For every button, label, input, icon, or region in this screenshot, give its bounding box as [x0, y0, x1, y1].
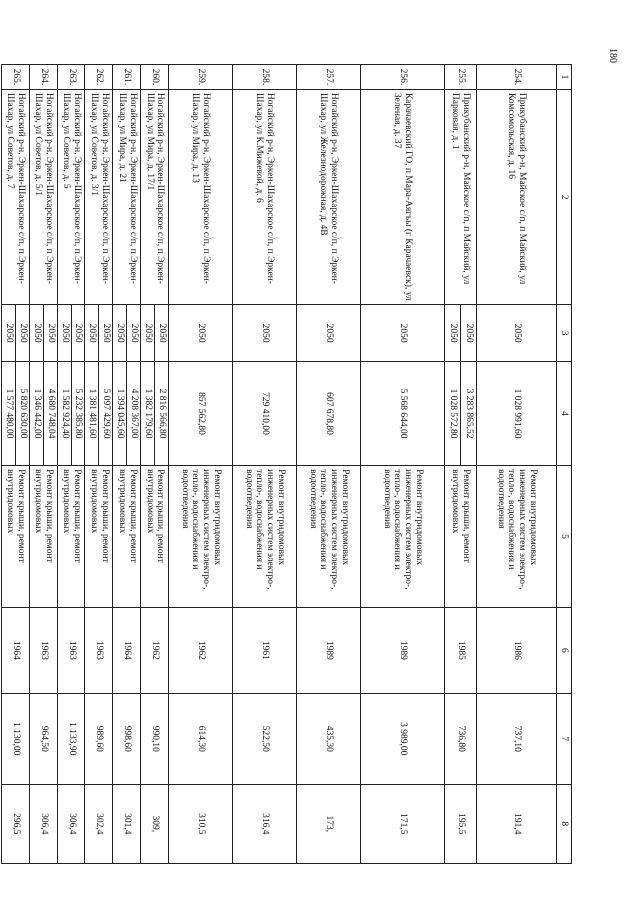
table-row — [477, 65, 557, 864]
col-header-4: 4 — [557, 361, 572, 465]
address-cell: Ногайский р-н, Эркен-Шахарское с/п, п Эркен-Шахар, ул Советов, д. 3/1 — [85, 89, 113, 304]
year-cell: 2050 — [99, 305, 113, 362]
cost-cell-2: 1 582 924,40 — [57, 361, 71, 465]
year-cell: 2050 — [15, 305, 29, 362]
year-cell: 2050 — [169, 305, 233, 362]
table-row — [43, 65, 57, 864]
work-cell: Ремонт крыши, ремонт внутридомовых — [141, 466, 169, 608]
cost-cell-2: 1 028 572,80 — [445, 361, 461, 465]
col-header-2: 2 — [557, 89, 572, 304]
year-cell-2: 2050 — [85, 305, 99, 362]
built-year-cell: 1964 — [113, 607, 141, 693]
table-row — [99, 65, 113, 864]
year-cell: 2050 — [127, 305, 141, 362]
area-cell: 522,50 — [233, 693, 297, 784]
built-year-cell: 1961 — [233, 607, 297, 693]
rate-cell: 296,5 — [1, 784, 29, 863]
year-cell: 2050 — [297, 305, 361, 362]
row-number: 260. — [141, 65, 169, 90]
cost-cell: 5 820 630,00 — [15, 361, 29, 465]
built-year-cell: 1985 — [445, 607, 477, 693]
rate-cell: 306,4 — [57, 784, 85, 863]
rate-cell: 195,5 — [445, 784, 477, 863]
year-cell: 2050 — [361, 305, 445, 362]
cost-cell: 1 028 991,60 — [477, 361, 557, 465]
table-row — [233, 65, 297, 864]
year-cell: 2050 — [233, 305, 297, 362]
work-cell: Ремонт крыши, ремонт внутридомовых — [1, 466, 29, 608]
work-cell: Ремонт крыши, ремонт внутридомовых — [57, 466, 85, 608]
row-number: 261. — [113, 65, 141, 90]
area-cell: 3 989,00 — [361, 693, 445, 784]
row-number: 256. — [361, 65, 445, 90]
cost-cell: 3 283 865,52 — [461, 361, 477, 465]
col-header-6: 6 — [557, 607, 572, 693]
address-cell: Ногайский р-н, Эркен-Шахарское с/п, п Эркен-Шахар, ул Железнодорожная, д. 4В — [297, 89, 361, 304]
cost-cell: 4 208 367,00 — [127, 361, 141, 465]
row-number: 259. — [169, 65, 233, 90]
year-cell-2: 2050 — [57, 305, 71, 362]
page-number: 180 — [607, 48, 618, 63]
area-cell: 1 130,00 — [1, 693, 29, 784]
year-cell-2: 2050 — [1, 305, 15, 362]
table-row — [461, 65, 477, 864]
table-row — [361, 65, 445, 864]
address-cell: Ногайский р-н, Эркен-Шахарское с/п, п Эркен-Шахар, ул К.Мижевой, д. 6 — [233, 89, 297, 304]
table-row — [15, 65, 29, 864]
repair-schedule-table — [1, 64, 572, 864]
rate-cell: 306,4 — [29, 784, 57, 863]
year-cell-2: 2050 — [29, 305, 43, 362]
cost-cell: 5 232 385,80 — [71, 361, 85, 465]
built-year-cell: 1989 — [361, 607, 445, 693]
cost-cell: 5 568 644,00 — [361, 361, 445, 465]
cost-cell-2: 1 346 442,00 — [29, 361, 43, 465]
area-cell: 964,50 — [29, 693, 57, 784]
row-number: 254. — [477, 65, 557, 90]
cost-cell: 857 562,80 — [169, 361, 233, 465]
cost-cell: 729 410,00 — [233, 361, 297, 465]
table-header-row — [557, 65, 572, 864]
table-row — [127, 65, 141, 864]
area-cell: 736,80 — [445, 693, 477, 784]
address-cell: Прикубанский р-н, Майское с/п, п Майский, ул Комсомольская, д. 16 — [477, 89, 557, 304]
built-year-cell: 1962 — [169, 607, 233, 693]
cost-cell-2: 1 577 480,00 — [1, 361, 15, 465]
work-cell: Ремонт внутридомовых инженерных систем электро-, тепло-, водоснабжения и водоотведения — [297, 466, 361, 608]
area-cell: 990,10 — [141, 693, 169, 784]
address-cell: Ногайский р-н, Эркен-Шахарское с/п, п Эркен-Шахар, ул Мира, д. 21 — [113, 89, 141, 304]
year-cell: 2050 — [71, 305, 85, 362]
address-cell: Ногайский р-н, Эркен-Шахарское с/п, п Эркен-Шахар, ул Советов, д. 5/1 — [29, 89, 57, 304]
work-cell: Ремонт внутридомовых инженерных систем электро-, тепло-, водоснабжения и водоотведения — [169, 466, 233, 608]
address-cell: Ногайский р-н, Эркен-Шахарское с/п, п Эркен-Шахар, ул Мира, д. 13 — [169, 89, 233, 304]
table-row — [169, 65, 233, 864]
area-cell: 998,60 — [113, 693, 141, 784]
rate-cell: 302,4 — [85, 784, 113, 863]
year-cell: 2050 — [43, 305, 57, 362]
work-cell: Ремонт внутридомовых инженерных систем электро-, тепло-, водоснабжения и водоотведения — [361, 466, 445, 608]
row-number: 264. — [29, 65, 57, 90]
row-number: 263. — [57, 65, 85, 90]
cost-cell: 2 816 566,80 — [155, 361, 169, 465]
rate-cell: 310,5 — [169, 784, 233, 863]
work-cell: Ремонт крыши, ремонт внутридомовых — [445, 466, 477, 608]
table-row — [297, 65, 361, 864]
built-year-cell: 1963 — [85, 607, 113, 693]
col-header-1: 1 — [557, 65, 572, 90]
row-number: 257. — [297, 65, 361, 90]
year-cell-2: 2050 — [141, 305, 155, 362]
row-number: 255. — [445, 65, 477, 90]
year-cell-2: 2050 — [113, 305, 127, 362]
cost-cell-2: 1 382 179,60 — [141, 361, 155, 465]
col-header-5: 5 — [557, 466, 572, 608]
cost-cell: 5 097 429,60 — [99, 361, 113, 465]
col-header-8: 8 — [557, 784, 572, 863]
row-number: 265. — [1, 65, 29, 90]
area-cell: 989,60 — [85, 693, 113, 784]
cost-cell: 4 680 748,04 — [43, 361, 57, 465]
built-year-cell: 1963 — [29, 607, 57, 693]
cost-cell-2: 1 394 045,60 — [113, 361, 127, 465]
work-cell: Ремонт крыши, ремонт внутридомовых — [113, 466, 141, 608]
year-cell: 2050 — [155, 305, 169, 362]
address-cell: Карачаевский ГО, п Мара-Аягъы (г Карачаевск), ул Зеленая, д. 37 — [361, 89, 445, 304]
table-row — [155, 65, 169, 864]
address-cell: Ногайский р-н, Эркен-Шахарское с/п, п Эркен-Шахар, ул Советов, д. 5 — [57, 89, 85, 304]
area-cell: 737,10 — [477, 693, 557, 784]
address-cell: Ногайский р-н, Эркен-Шахарское с/п, п Эркен-Шахар, ул Советов, д. 7 — [1, 89, 29, 304]
address-cell: Прикубанский р-н, Майское с/п, п Майский, ул Парковая, д. 1 — [445, 89, 477, 304]
cost-cell: 607 678,80 — [297, 361, 361, 465]
rate-cell: 173, — [297, 784, 361, 863]
row-number: 258. — [233, 65, 297, 90]
work-cell: Ремонт крыши, ремонт внутридомовых — [85, 466, 113, 608]
built-year-cell: 1962 — [141, 607, 169, 693]
year-cell-2: 2050 — [445, 305, 461, 362]
address-cell: Ногайский р-н, Эркен-Шахарское с/п, п Эркен-Шахар, ул Мира, д. 17/1 — [141, 89, 169, 304]
cost-cell-2: 1 381 481,60 — [85, 361, 99, 465]
rotated-table-wrapper — [3, 64, 572, 864]
year-cell: 2050 — [477, 305, 557, 362]
col-header-3: 3 — [557, 305, 572, 362]
built-year-cell: 1986 — [477, 607, 557, 693]
work-cell: Ремонт внутридомовых инженерных систем электро-, тепло-, водоснабжения и водоотведения — [233, 466, 297, 608]
col-header-7: 7 — [557, 693, 572, 784]
built-year-cell: 1964 — [1, 607, 29, 693]
work-cell: Ремонт внутридомовых инженерных систем электро-, тепло-, водоснабжения и водоотведения — [477, 466, 557, 608]
work-cell: Ремонт крыши, ремонт внутридомовых — [29, 466, 57, 608]
rate-cell: 309, — [141, 784, 169, 863]
rate-cell: 191,4 — [477, 784, 557, 863]
row-number: 262. — [85, 65, 113, 90]
built-year-cell: 1963 — [57, 607, 85, 693]
built-year-cell: 1989 — [297, 607, 361, 693]
rate-cell: 171,5 — [361, 784, 445, 863]
year-cell: 2050 — [461, 305, 477, 362]
rate-cell: 301,4 — [113, 784, 141, 863]
area-cell: 435,30 — [297, 693, 361, 784]
table-row — [71, 65, 85, 864]
rate-cell: 316,4 — [233, 784, 297, 863]
area-cell: 614,30 — [169, 693, 233, 784]
area-cell: 1 133,90 — [57, 693, 85, 784]
